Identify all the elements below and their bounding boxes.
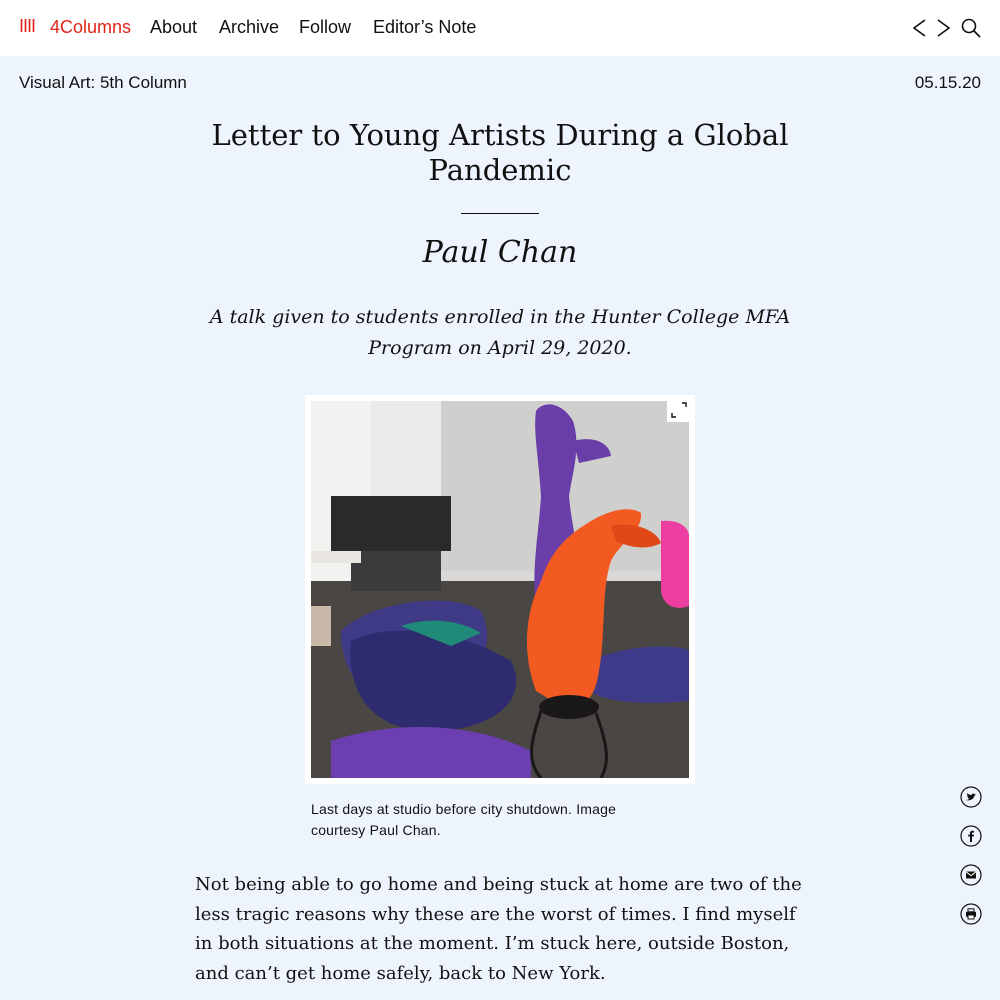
article-body-paragraph: Not being able to go home and being stuck at home are two of the less tragic reasons why these are the worst of times. I find myself in both situations at the moment. I’m stuck here, outside Boston, and can’t get home safely, back to New York. (195, 874, 802, 984)
facebook-icon[interactable] (960, 825, 982, 847)
publish-date: 05.15.20 (914, 73, 981, 92)
article-figure (305, 395, 695, 784)
title-divider (461, 213, 539, 214)
expand-image-icon[interactable] (667, 398, 691, 422)
section-label[interactable]: Visual Art: 5th Column (19, 73, 187, 92)
figure-caption: Last days at studio before city shutdown. Image courtesy Paul Chan. (311, 801, 617, 838)
chevron-right-icon[interactable] (933, 17, 955, 39)
article-author[interactable]: Paul Chan (422, 235, 578, 270)
studio-photo[interactable] (311, 401, 689, 778)
nav-editors-note-link[interactable]: Editor’s Note (373, 17, 477, 37)
print-icon[interactable] (960, 903, 982, 925)
search-icon[interactable] (960, 17, 982, 39)
email-icon[interactable] (960, 864, 982, 886)
nav-follow-link[interactable]: Follow (299, 17, 352, 37)
logo-mark[interactable]: IIII (19, 16, 36, 36)
top-navigation-bar (0, 0, 1000, 56)
nav-about-link[interactable]: About (150, 17, 198, 37)
chevron-left-icon[interactable] (909, 17, 931, 39)
nav-archive-link[interactable]: Archive (219, 17, 280, 37)
twitter-icon[interactable] (960, 786, 982, 808)
article-title: Letter to Young Artists During a Global Pandemic (211, 118, 789, 187)
article-dek: A talk given to students enrolled in the Hunter College MFA Program on April 29, 2020. (209, 306, 791, 359)
site-logo-link[interactable]: 4Columns (50, 17, 132, 37)
